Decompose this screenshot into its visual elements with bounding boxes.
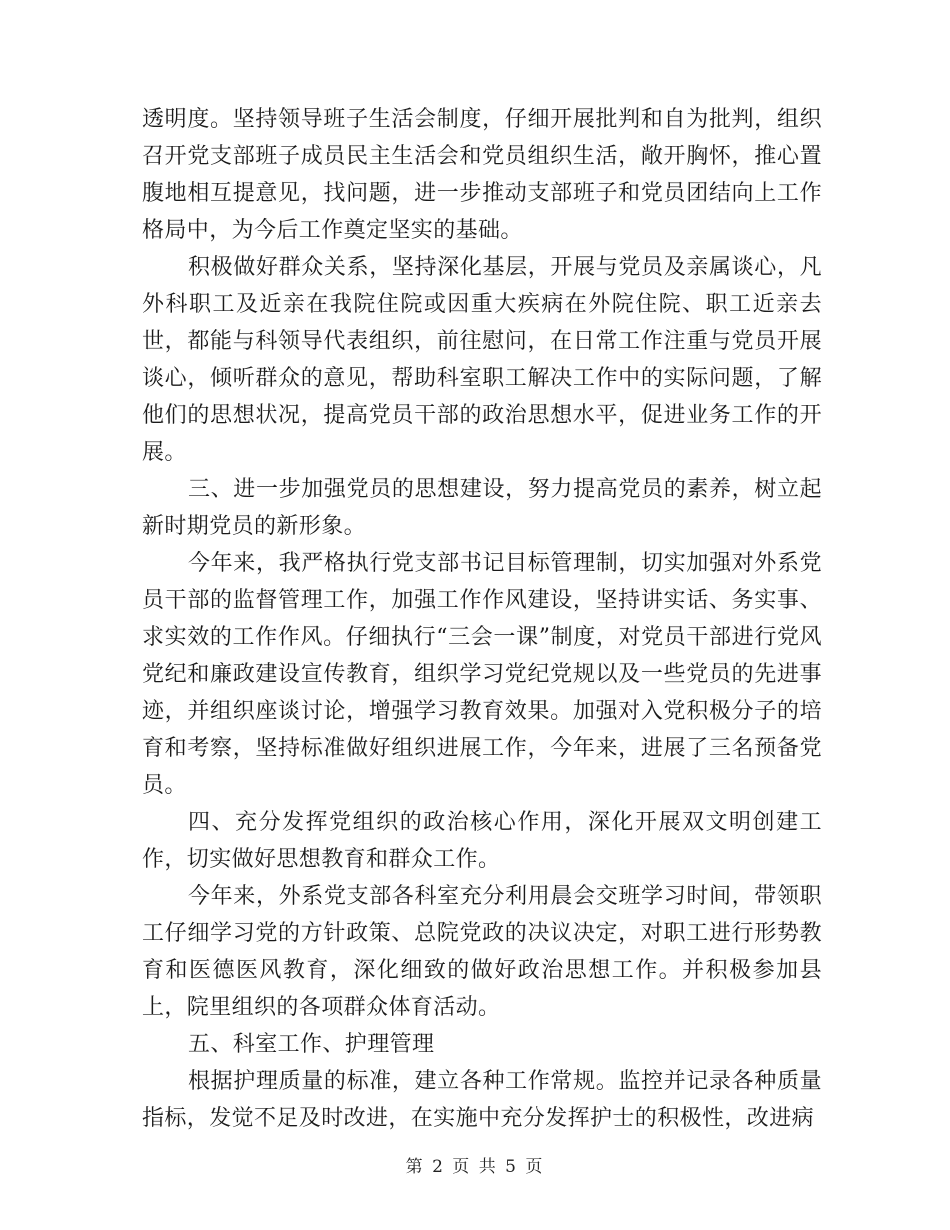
page-footer: 第 2 页 共 5 页 — [405, 1157, 545, 1177]
section-heading-4: 四、充分发挥党组织的政治核心作用，深化开展双文明创建工作，切实做好思想教育和群众工作。 — [142, 810, 822, 872]
document-body — [142, 101, 822, 1137]
paragraph-8: 根据护理质量的标准，建立各种工作常规。监控并记录各种质量指标，发觉不足及时改进，在实施中充分发挥护士的积极性，改进病 — [142, 1069, 822, 1131]
paragraph-1: 透明度。坚持领导班子生活会制度，仔细开展批判和自为批判，组织召开党支部班子成员民主生活会和党员组织生活，敞开胸怀，推心置腹地相互提意见，找问题，进一步推动支部班子和党员团结向上工作格局中，为今后工作奠定坚实的基础。 — [142, 107, 822, 243]
section-heading-5: 五、科室工作、护理管理 — [188, 1032, 435, 1057]
paragraph-6: 今年来，外系党支部各科室充分利用晨会交班学习时间，带领职工仔细学习党的方针政策、总院党政的决议决定，对职工进行形势教育和医德医风教育，深化细致的做好政治思想工作。并积极参加县上，院里组织的各项群众体育活动。 — [142, 884, 822, 1020]
section-heading-3: 三、进一步加强党员的思想建设，努力提高党员的素养，树立起新时期党员的新形象。 — [142, 477, 822, 539]
paragraph-2: 积极做好群众关系，坚持深化基层，开展与党员及亲属谈心，凡外科职工及近亲在我院住院或因重大疾病在外院住院、职工近亲去世，都能与科领导代表组织，前往慰问，在日常工作注重与党员开展谈心，倾听群众的意见，帮助科室职工解决工作中的实际问题，了解他们的思想状况，提高党员干部的政治思想水平，促进业务工作的开展。 — [142, 255, 822, 465]
paragraph-4: 今年来，我严格执行党支部书记目标管理制，切实加强对外系党员干部的监督管理工作，加强工作作风建设，坚持讲实话、务实事、求实效的工作作风。仔细执行“三会一课”制度，对党员干部进行党风党纪和廉政建设宣传教育，组织学习党纪党规以及一些党员的先进事迹，并组织座谈讨论，增强学习教育效果。加强对入党积极分子的培育和考察，坚持标准做好组织进展工作，今年来，进展了三名预备党员。 — [142, 551, 822, 798]
